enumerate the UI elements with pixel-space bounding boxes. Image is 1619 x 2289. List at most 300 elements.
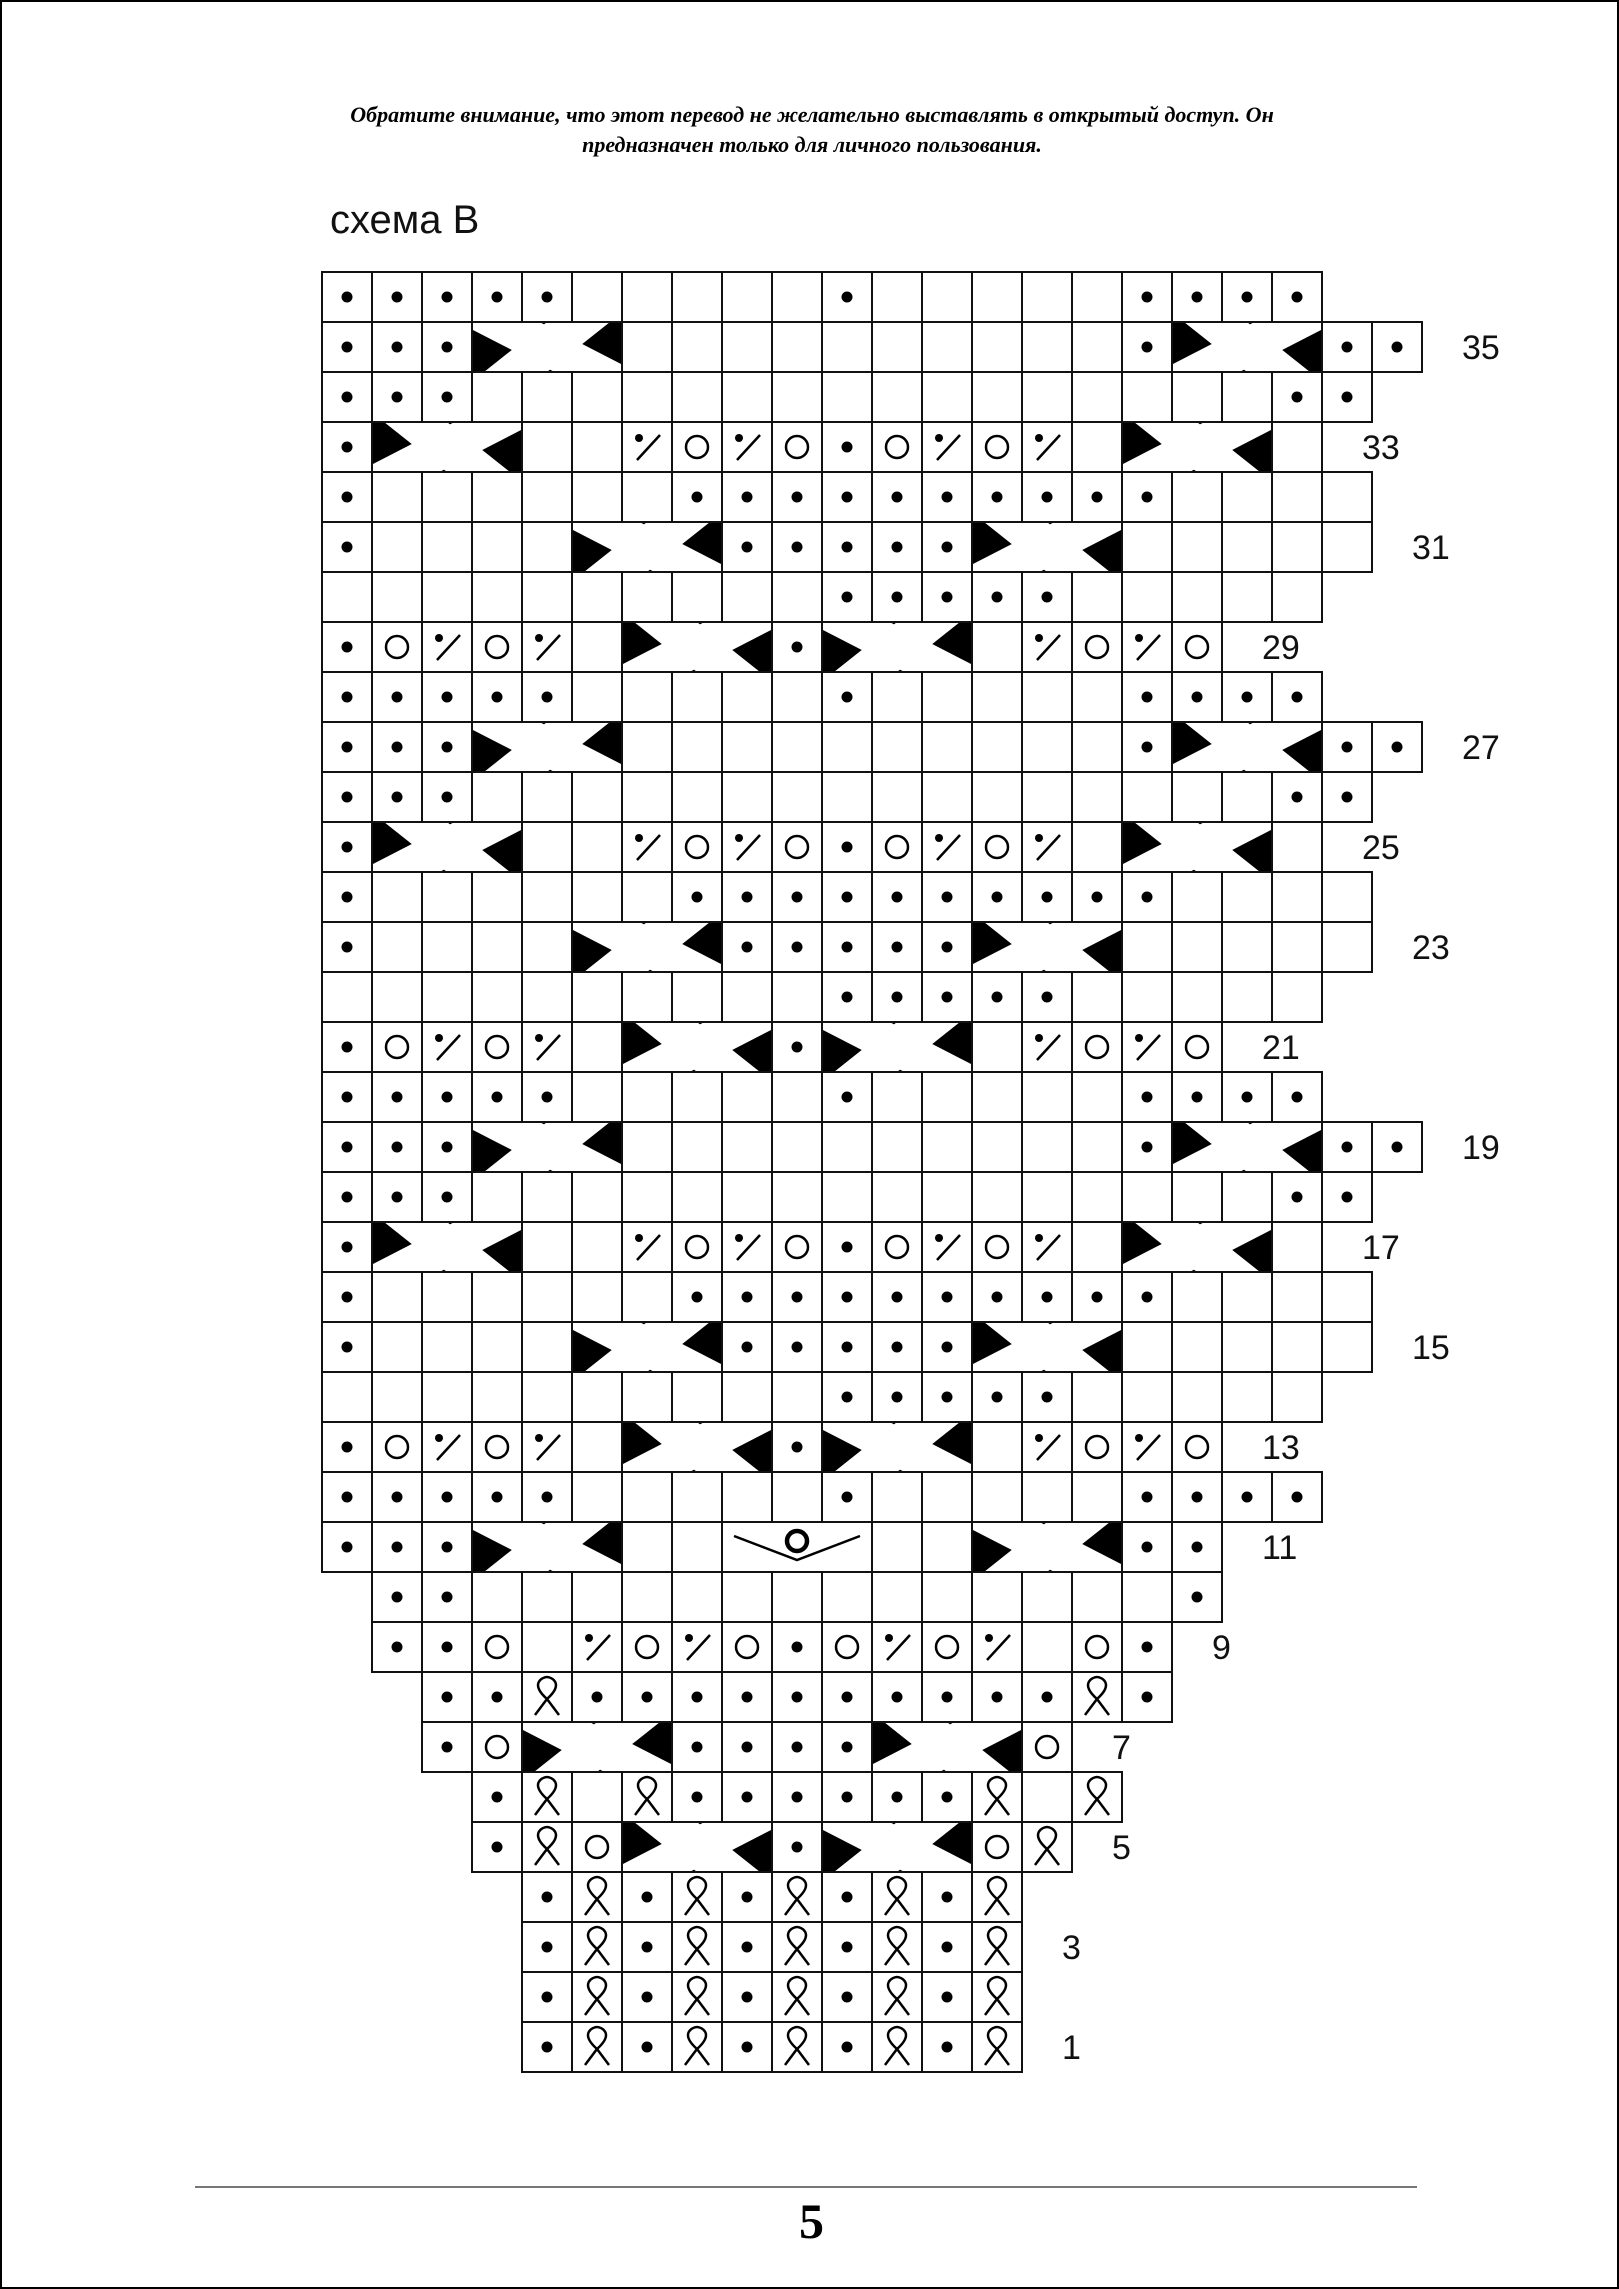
purl-dot [742,1942,753,1953]
chart-cell [322,872,372,922]
chart-cell [822,1672,872,1722]
chart-cell [872,1622,922,1672]
purl-dot [942,592,953,603]
chart-cell [1122,972,1172,1022]
chart-cell [572,1972,622,2022]
chart-cell [622,1072,672,1122]
purl-dot [842,992,853,1003]
chart-cell [622,422,672,472]
chart-cell [1172,272,1222,322]
chart-cell [1022,1722,1072,1772]
chart-cell [1072,1672,1122,1722]
chart-cell [1322,472,1372,522]
chart-cell [922,372,972,422]
purl-dot [342,892,353,903]
chart-cell [722,772,772,822]
chart-cell [722,572,772,622]
purl-dot [1192,292,1203,303]
chart-cell [1172,1472,1222,1522]
chart-cell [372,1572,422,1622]
chart-cell [372,572,422,622]
chart-cell [672,1872,722,1922]
chart-cell [1172,772,1222,822]
chart-cell [572,622,622,672]
chart-cell [572,872,622,922]
purl-dot [342,1042,353,1053]
chart-cell [1122,872,1172,922]
row-number: 25 [1362,829,1400,867]
purl-dot [542,1942,553,1953]
chart-cell [472,1622,522,1672]
chart-cell [922,1922,972,1972]
chart-cell [1272,772,1322,822]
chart-cell [622,1622,672,1672]
purl-dot [1192,1492,1203,1503]
chart-cell [372,1072,422,1122]
purl-dot [342,692,353,703]
purl-dot [392,1492,403,1503]
chart-cell [822,1772,872,1822]
chart-cell [1022,322,1072,372]
chart-row [322,822,1400,872]
chart-cell [622,1922,672,1972]
chart-cell [622,572,672,622]
chart-cell [1172,522,1222,572]
row-number: 15 [1412,1329,1450,1367]
chart-cell [722,722,772,772]
chart-cell [822,1572,872,1622]
chart-cell [522,1722,672,1772]
row-number: 29 [1262,629,1300,667]
chart-cell [1072,322,1122,372]
chart-cell [622,972,672,1022]
chart-cell [372,1522,422,1572]
purl-dot [342,1192,353,1203]
purl-dot [342,1442,353,1453]
chart-cell [522,1072,572,1122]
chart-cell [1022,572,1072,622]
chart-cell [972,1022,1022,1072]
chart-cell [722,1122,772,1172]
chart-cell [472,1072,522,1122]
chart-cell [522,1972,572,2022]
chart-cell [872,522,922,572]
chart-cell [1122,472,1172,522]
purl-dot [492,1842,503,1853]
purl-dot [742,2042,753,2053]
chart-cell [1172,1172,1222,1222]
chart-cell [772,1622,822,1672]
purl-dot [342,1342,353,1353]
purl-dot [1392,742,1403,753]
chart-cell [772,672,822,722]
chart-cell [972,472,1022,522]
chart-cell [772,1572,822,1622]
row-number: 9 [1212,1629,1231,1667]
purl-dot [842,1792,853,1803]
chart-cell [1172,1422,1222,1472]
purl-dot [892,1792,903,1803]
chart-cell [1072,1222,1122,1272]
purl-dot [1392,342,1403,353]
chart-cell [672,1522,722,1572]
chart-cell [1072,822,1122,872]
chart-cell [672,1122,722,1172]
chart-cell [372,722,422,772]
purl-dot [1042,592,1053,603]
chart-cell [422,1272,472,1322]
chart-cell [572,1372,622,1422]
chart-cell [1072,972,1122,1022]
chart-cell [772,1122,822,1172]
chart-cell [1272,522,1322,572]
chart-cell [722,522,772,572]
chart-cell [1322,922,1372,972]
purl-dot [342,1142,353,1153]
purl-dot [842,1992,853,2003]
chart-cell [1072,472,1122,522]
chart-row [322,1222,1400,1272]
chart-cell [1022,372,1072,422]
purl-dot [942,2042,953,2053]
chart-cell [1122,1422,1172,1472]
purl-dot [792,1692,803,1703]
chart-cell [1272,1072,1322,1122]
chart-cell [1172,972,1222,1022]
purl-dot [792,892,803,903]
purl-dot [392,292,403,303]
purl-dot [342,542,353,553]
chart-cell [772,422,822,472]
chart-cell [722,1472,772,1522]
chart-cell [1022,1822,1072,1872]
chart-cell [672,972,722,1022]
chart-cell [1022,1422,1072,1472]
chart-row [372,1572,1222,1622]
chart-cell [772,272,822,322]
chart-cell [822,1322,872,1372]
chart-cell [822,1872,872,1922]
chart-cell [872,372,922,422]
chart-cell [472,322,622,372]
chart-cell [1322,372,1372,422]
chart-cell [472,572,522,622]
chart-cell [522,822,572,872]
purl-dot [1242,1492,1253,1503]
chart-cell [922,422,972,472]
chart-cell [922,1372,972,1422]
chart-cell [1172,1572,1222,1622]
chart-cell [722,1872,772,1922]
footer-rule [195,2186,1417,2188]
chart-cell [872,722,922,772]
chart-cell [572,972,622,1022]
chart-cell [972,872,1022,922]
purl-dot [1292,1192,1303,1203]
purl-dot [1142,1692,1153,1703]
purl-dot [892,1342,903,1353]
chart-cell [722,1922,772,1972]
chart-cell [422,1572,472,1622]
row-number: 11 [1262,1529,1298,1567]
chart-cell [872,972,922,1022]
purl-dot [592,1692,603,1703]
purl-dot [1042,1692,1053,1703]
chart-cell [372,672,422,722]
purl-dot [842,1392,853,1403]
purl-dot [342,1092,353,1103]
purl-dot [842,592,853,603]
notice-line-2: предназначен только для личного пользования. [582,132,1042,157]
chart-cell [872,922,922,972]
chart-cell [772,1022,822,1072]
chart-cell [422,972,472,1022]
purl-dot [842,692,853,703]
chart-cell [822,1622,872,1672]
chart-cell [622,672,672,722]
purl-dot [1142,1492,1153,1503]
chart-cell [522,1572,572,1622]
chart-cell [722,322,772,372]
chart-cell [972,1222,1022,1272]
chart-cell [772,372,822,422]
purl-dot [542,1092,553,1103]
chart-cell [922,1272,972,1322]
chart-cell [1122,1222,1272,1272]
chart-cell [872,272,922,322]
chart-cell [1122,1322,1172,1372]
chart-cell [1172,1372,1222,1422]
chart-cell [522,1172,572,1222]
chart-cell [822,1972,872,2022]
chart-cell [972,1622,1022,1672]
chart-cell [372,472,422,522]
chart-cell [672,1972,722,2022]
chart-cell [1072,872,1122,922]
chart-cell [822,672,872,722]
chart-cell [1272,1472,1322,1522]
chart-cell [1172,572,1222,622]
chart-cell [1172,1072,1222,1122]
chart-cell [772,2022,822,2072]
purl-dot [1142,1292,1153,1303]
purl-dot [1192,1092,1203,1103]
chart-row [322,372,1372,422]
chart-cell [772,922,822,972]
chart-cell [622,1772,672,1822]
chart-cell [572,1922,622,1972]
chart-cell [472,672,522,722]
row-number: 7 [1112,1729,1131,1767]
chart-cell [1222,922,1272,972]
chart-cell [822,2022,872,2072]
chart-cell [1022,422,1072,472]
chart-cell [922,1872,972,1922]
chart-row [322,422,1400,472]
chart-row [322,1422,1300,1472]
chart-cell [922,272,972,322]
purl-dot [742,1292,753,1303]
purl-dot [792,1292,803,1303]
chart-cell [872,322,922,372]
purl-dot [692,1292,703,1303]
chart-cell [822,722,872,772]
chart-cell [1222,372,1272,422]
chart-cell [622,722,672,772]
chart-row [322,1372,1322,1422]
chart-cell [822,872,872,922]
chart-cell [1272,672,1322,722]
chart-cell [522,1822,572,1872]
chart-cell [922,472,972,522]
row-number: 21 [1262,1029,1300,1067]
chart-cell [1022,1372,1072,1422]
chart-cell [322,972,372,1022]
chart-cell [972,1422,1022,1472]
purl-dot [342,392,353,403]
chart-cell [872,1222,922,1272]
purl-dot [842,292,853,303]
chart-cell [622,1522,672,1572]
chart-cell [1072,1372,1122,1422]
chart-cell [572,272,622,322]
chart-cell [372,322,422,372]
purl-dot [442,692,453,703]
purl-dot [942,892,953,903]
chart-cell [972,1522,1122,1572]
purl-dot [992,1692,1003,1703]
chart-cell [1022,1772,1072,1822]
chart-cell [1072,1172,1122,1222]
purl-dot [392,1542,403,1553]
chart-cell [572,1322,722,1372]
chart-row [322,472,1372,522]
chart-cell [322,1472,372,1522]
chart-cell [972,1172,1022,1222]
chart-cell [422,722,472,772]
chart-cell [1272,1322,1322,1372]
chart-cell [922,1322,972,1372]
chart-cell [422,1672,472,1722]
purl-dot [792,942,803,953]
chart-cell [1122,322,1172,372]
purl-dot [442,1092,453,1103]
chart-cell [322,272,372,322]
chart-row [322,1172,1372,1222]
chart-cell [1022,872,1072,922]
chart-cell [1122,1022,1172,1072]
purl-dot [542,692,553,703]
chart-cell [322,1172,372,1222]
chart-cell [922,1122,972,1172]
chart-cell [672,472,722,522]
chart-cell [972,522,1122,572]
chart-cell [1072,1572,1122,1622]
purl-dot [492,292,503,303]
chart-cell [322,1072,372,1122]
chart-cell [872,572,922,622]
chart-cell [1122,1122,1172,1172]
chart-cell [572,1422,622,1472]
purl-dot [642,2042,653,2053]
chart-cell [1022,672,1072,722]
purl-dot [1142,1092,1153,1103]
chart-cell [572,1172,622,1222]
chart-cell [1222,1272,1272,1322]
purl-dot [1042,1292,1053,1303]
purl-dot [842,1292,853,1303]
chart-cell [572,1872,622,1922]
chart-cell [1172,722,1322,772]
purl-dot [842,542,853,553]
purl-dot [492,1692,503,1703]
chart-cell [322,922,372,972]
chart-cell [722,372,772,422]
purl-dot [892,992,903,1003]
purl-dot [1142,292,1153,303]
chart-cell [522,472,572,522]
chart-cell [772,972,822,1022]
row-number: 5 [1112,1829,1131,1867]
purl-dot [442,1192,453,1203]
chart-row [322,972,1322,1022]
chart-cell [822,1422,972,1472]
chart-cell [372,1422,422,1472]
chart-cell [1172,672,1222,722]
chart-cell [572,1272,622,1322]
chart-cell [922,1472,972,1522]
chart-cell [1322,722,1372,772]
chart-cell [1122,1172,1172,1222]
chart-cell [622,1472,672,1522]
chart-cell [422,1622,472,1672]
chart-cell [622,822,672,872]
chart-cell [1122,1522,1172,1572]
chart-cell [872,872,922,922]
purl-dot [1292,1492,1303,1503]
purl-dot [842,492,853,503]
chart-cell [722,922,772,972]
chart-row [322,722,1500,772]
chart-cell [672,1722,722,1772]
chart-cell [422,1422,472,1472]
chart-cell [522,1322,572,1372]
chart-cell [472,1272,522,1322]
chart-cell [722,1972,772,2022]
purl-dot [1142,1642,1153,1653]
chart-cell [822,1472,872,1522]
purl-dot [542,292,553,303]
chart-cell [772,872,822,922]
chart-cell [1022,1022,1072,1072]
chart-cell [1022,822,1072,872]
purl-dot [492,692,503,703]
purl-dot [1342,1192,1353,1203]
purl-dot [542,1492,553,1503]
purl-dot [742,492,753,503]
chart-cell [972,322,1022,372]
chart-cell [1122,1572,1172,1622]
chart-cell [772,1872,822,1922]
chart-cell [472,522,522,572]
chart-cell [772,622,822,672]
chart-cell [322,622,372,672]
chart-row [322,1022,1300,1072]
chart-cell [1022,1172,1072,1222]
chart-cell [872,1472,922,1522]
chart-row [322,322,1500,372]
chart-cell [472,472,522,522]
